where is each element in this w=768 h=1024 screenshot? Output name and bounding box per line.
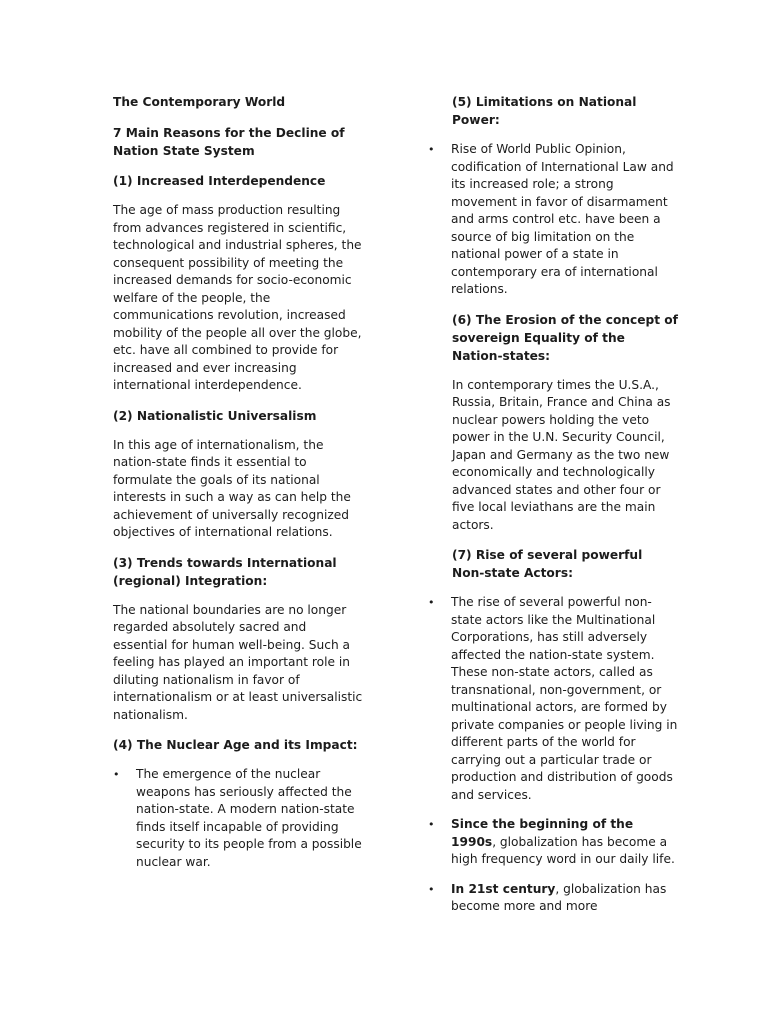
section-6-heading: (6) The Erosion of the concept of sovereign Equality of the Nation-states: — [452, 312, 678, 363]
bullet-icon: • — [428, 882, 435, 896]
list-item-text: The rise of several powerful non-state actors like the Multinational Corporations, has still adversely affected the nation-state system. These non-state actors, called as transnational, non-government, or multinational actors, are formed by private companies or people living in different parts of the world for carrying out a particular trade or production and distribution of goods and services. — [451, 595, 678, 802]
section-5-heading: (5) Limitations on National Power: — [452, 95, 637, 127]
section-6-text: In contemporary times the U.S.A., Russia, Britain, France and China as nuclear powers holding the veto power in the U.N. Security Council, Japan and Germany as the two new economically and technologically advanced states and other four or five local leviathans are the main actors. — [452, 377, 671, 532]
bullet-icon: • — [428, 143, 435, 156]
section-1-heading: (1) Increased Interdependence — [113, 174, 326, 188]
list-item-bold-text: Since the beginning of the 1990s — [451, 817, 634, 849]
document-subtitle: 7 Main Reasons for the Decline of Nation State System — [113, 126, 345, 158]
bullet-icon: • — [428, 818, 435, 831]
section-2-heading: (2) Nationalistic Universalism — [113, 408, 317, 423]
section-1-text: The age of mass production resulting from advances registered in scientific, technological and industrial spheres, the consequent possibility of meeting the increased demands for socio-economic welfare of the people, the communications revolution, increased mobility of the people all over the globe, etc. have all combined to provide for increased and ever increasing international interdependence. — [113, 203, 362, 392]
section-3-heading: (3) Trends towards International (regional) Integration: — [113, 555, 337, 588]
bullet-icon: • — [113, 768, 120, 781]
list-item-text: , globalization has become more and more — [451, 881, 667, 913]
section-5-list — [428, 141, 678, 299]
list-item-text: The emergence of the nuclear weapons has seriously affected the nation-state. A modern nation-state finds itself incapable of providing security to its people from a possible nuclear war. — [136, 767, 362, 869]
list-item-text: , globalization has become a high frequency word in our daily life. — [451, 834, 675, 866]
section-3-text: The national boundaries are no longer regarded absolutely sacred and essential for human well-being. Such a feeling has played an important role in diluting nationalism in favor of internationalism or at least universalistic nationalism. — [113, 602, 363, 722]
section-4-list — [113, 766, 363, 871]
left-column — [113, 93, 363, 883]
list-item — [113, 766, 363, 871]
section-7-heading: (7) Rise of several powerful Non-state Actors: — [452, 548, 643, 580]
section-4-heading: (4) The Nuclear Age and its Impact: — [113, 738, 358, 752]
list-item — [428, 594, 678, 804]
right-column — [428, 93, 678, 928]
document-title: The Contemporary World — [113, 95, 286, 109]
list-item — [428, 816, 678, 869]
bullet-icon: • — [428, 596, 435, 609]
list-item-text: Rise of World Public Opinion, codification of International Law and its increased role; a strong movement in favor of disarmament and arms control etc. have been a source of big limitation on the national power of a state in contemporary era of international relations. — [451, 142, 674, 296]
list-item — [428, 141, 678, 299]
list-item — [428, 881, 678, 916]
section-2-text: In this age of internationalism, the nation-state finds it essential to formulate the goals of its national interests in such a way as can help the achievement of universally recognized objectives of international relations. — [113, 437, 351, 539]
list-item-bold-text: In 21st century — [451, 881, 556, 896]
section-7-list — [428, 594, 678, 916]
